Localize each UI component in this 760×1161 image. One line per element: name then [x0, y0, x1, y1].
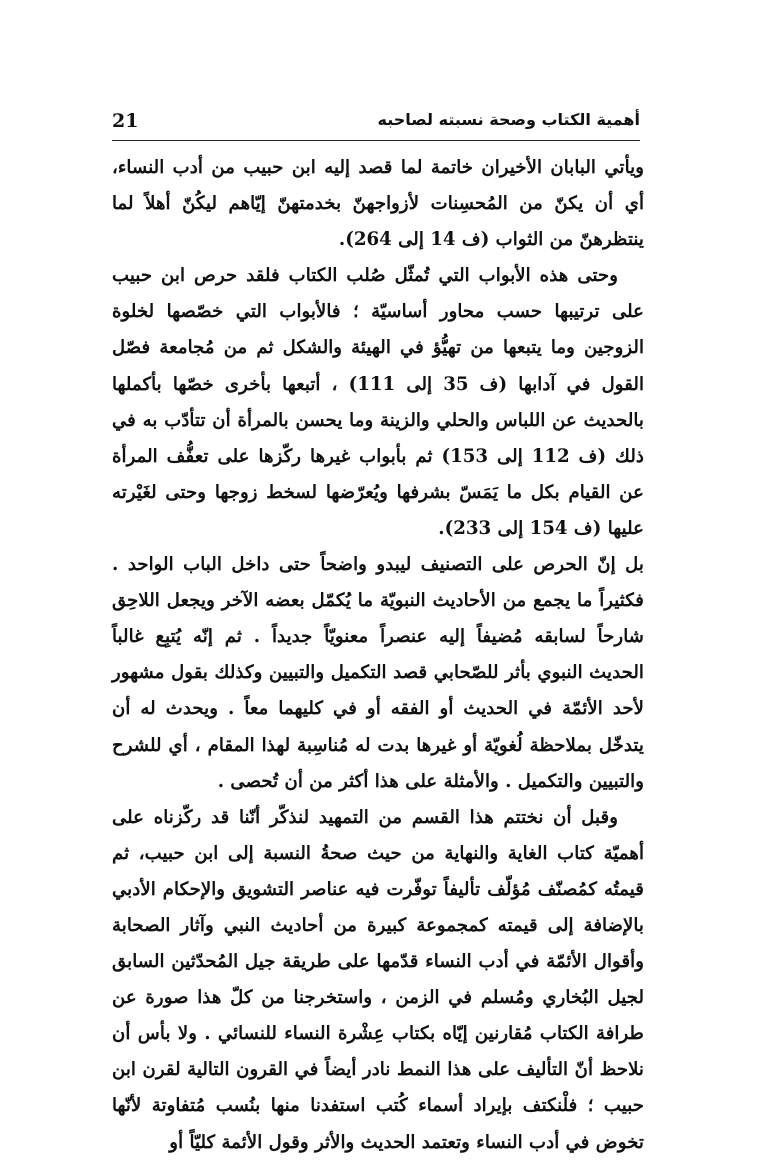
- page-header: [112, 106, 640, 141]
- paragraph: وقبل أن نختتم هذا القسم من التمهيد لنذكّر أنّنا قد ركّزناه على أهميّة كتاب الغاية والنهاية من حيث صحةُ النسبة إلى ابن حبيب، ثم قيمتُه كمُصنّف مُؤلّف تأليفاً توفّرت فيه عناصر التشويق والإحكام الأدبي بالإضافة إلى قيمته كمجموعة كبيرة من أحاديث النبي وآثار الصحابة وأقوال الأئمّة في أدب النساء قدّمها على طريقة جيل المُحدّثين السابق لجيل البُخاري ومُسلم في الزمن ، واستخرجنا من كلّ هذا صورة عن طرافة الكتاب مُقارنين إيّاه بكتاب عِشْرة النساء للنسائي . ولا بأس أن نلاحظ أنّ التأليف على هذا النمط نادر أيضاً في القرون التالية لقرن ابن حبيب ؛ فلْنكتف بإيراد أسماء كُتب استفدنا منها بنُسب مُتفاوتة لأنّها تخوض في أدب النساء وتعتمد الحديث والأثر وقول الأئمة كليّاً أو: [112, 806, 644, 1153]
- paragraph: وحتى هذه الأبواب التي تُمثّل صُلب الكتاب فلقد حرص ابن حبيب على ترتيبها حسب محاور أساسيّة ؛ فالأبواب التي خصّصها لخلوة الزوجين وما يتبعها من تهيُّؤ في الهيئة والشكل ثم من مُجامعة فصّل القول في آدابها (ف 35 إلى 111) ، أتبعها بأخرى خصّها بأكملها بالحديث عن اللباس والحلي والزينة وما يحسن بالمرأة أن تتأدّب به في ذلك (ف 112 إلى 153) ثم بأبواب غيرها ركّزها على تعفُّف المرأة عن القيام بكل ما يَمَسّ بشرفها ويُعرّضها لسخط زوجها وحتى لغَيْرته عليها (ف 154 إلى 233).: [112, 265, 645, 539]
- running-title: أهمية الكتاب وصحة نسبته لصاحبه: [377, 110, 640, 129]
- paragraph: بل إنّ الحرص على التصنيف ليبدو واضحاً حتى داخل الباب الواحد . فكثيراً ما يجمع من الأحاديث النبويّة ما يُكمّل بعضه الآخر ويجعل اللاحِق شارحاً لسابقه مُضيفاً إليه عنصراً معنويّاً جديداً . ثم إنّه يُتبِع غالباً الحديث النبوي بأثر للصّحابي قصد التكميل والتبيين وكذلك بقول مشهور لأحد الأئمّة في الحديث أو الفقه أو في كليهما معاً . ويحدث له أن يتدخّل بملاحظة لُغويّة أو غيرها بدت له مُناسِبة لهذا المقام ، أي للشرح والتبيين والتكميل . والأمثلة على هذا أكثر من أن تُحصى .: [112, 554, 644, 792]
- page-number: 21: [112, 110, 139, 132]
- body-text: [112, 150, 644, 1161]
- paragraph: ويأتي البابان الأخيران خاتمة لما قصد إليه ابن حبيب من أدب النساء، أي أن يكنّ من المُحسِنات لأزواجهنّ بخدمتهنّ إيّاهم ليكُنّ أهلاً لما ينتظرهنّ من الثواب (ف 14 إلى 264).: [112, 157, 644, 251]
